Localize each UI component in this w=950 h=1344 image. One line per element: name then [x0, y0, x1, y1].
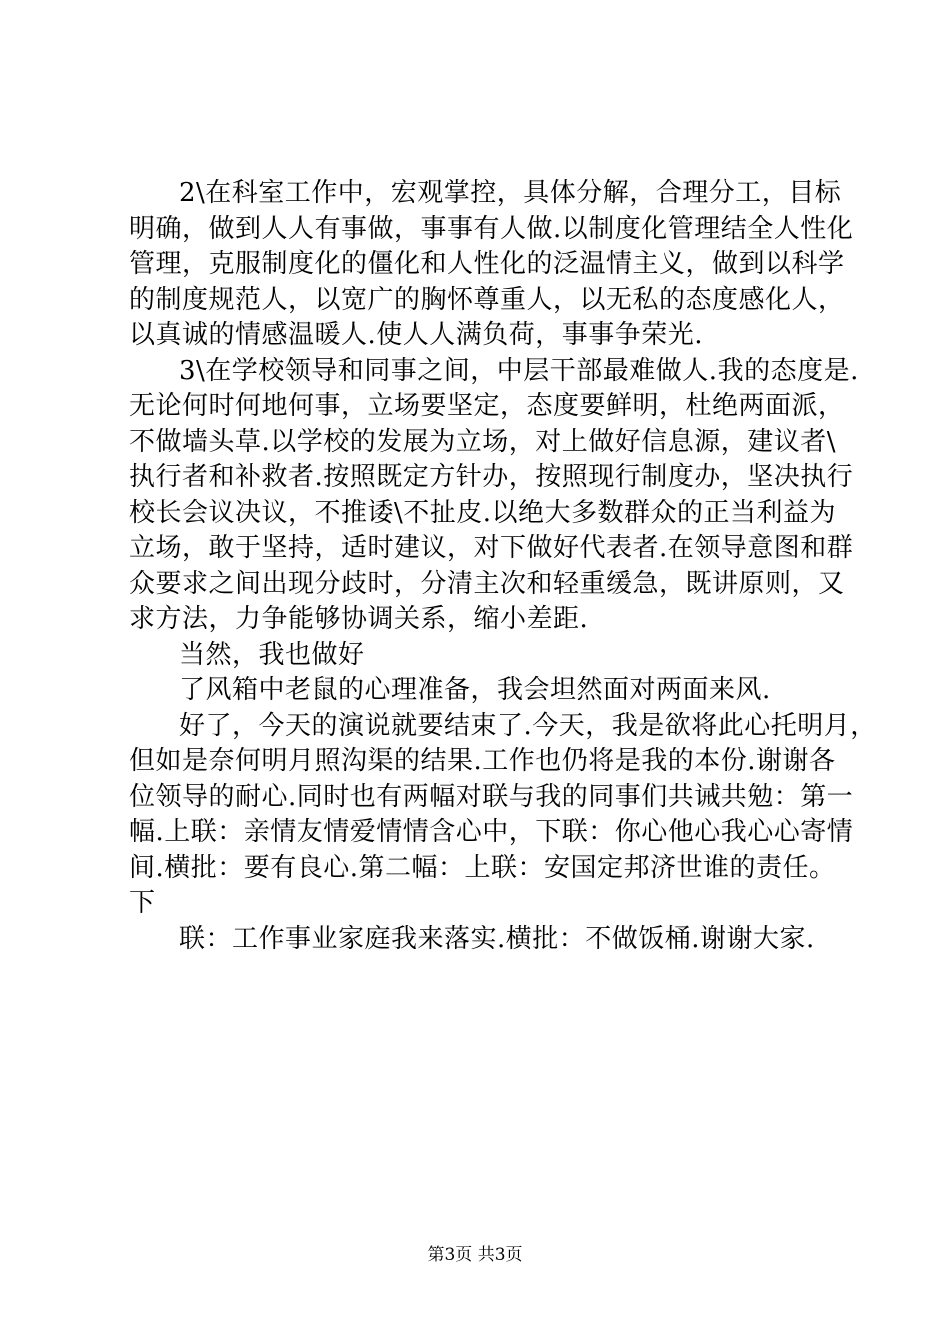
text-line: 以真诚的情感温暖人.使人人满负荷，事事争荣光. [129, 320, 704, 350]
text-line: 立场，敢于坚持，适时建议，对下做好代表者.在领导意图和群 [129, 533, 854, 563]
text-line: 了风箱中老鼠的心理准备，我会坦然面对两面来风. [179, 675, 771, 705]
text-line: 执行者和补救者.按照既定方针办，按照现行制度办，坚决执行 [129, 462, 854, 492]
text-line: 管理，克服制度化的僵化和人性化的泛温情主义，做到以科学 [129, 249, 845, 279]
text-line: 好了，今天的演说就要结束了.今天，我是欲将此心托明月， [179, 710, 877, 741]
text-line: 2\在科室工作中，宏观掌控，具体分解，合理分工，目标 [179, 178, 842, 208]
text-line: 联：工作事业家庭我来落实.横批：不做饭桶.谢谢大家. [179, 923, 815, 954]
text-line: 但如是奈何明月照沟渠的结果.工作也仍将是我的本份.谢谢各 [129, 746, 836, 776]
text-line: 当然，我也做好 [179, 639, 365, 670]
text-line: 下 [129, 888, 156, 918]
text-line: 3\在学校领导和同事之间，中层干部最难做人.我的态度是. [179, 355, 859, 386]
text-line: 不做墙头草.以学校的发展为立场，对上做好信息源，建议者\ [129, 426, 837, 457]
text-line: 无论何时何地何事，立场要坚定，态度要鲜明，杜绝两面派， [129, 391, 845, 421]
text-line: 明确，做到人人有事做，事事有人做.以制度化管理结全人性化 [129, 213, 854, 244]
text-line: 的制度规范人，以宽广的胸怀尊重人，以无私的态度感化人， [129, 284, 845, 315]
text-line: 求方法，力争能够协调关系，缩小差距. [129, 604, 589, 634]
text-line: 众要求之间出现分歧时，分清主次和轻重缓急，既讲原则，又 [129, 568, 845, 599]
text-line: 位领导的耐心.同时也有两幅对联与我的同事们共诫共勉：第一 [129, 781, 854, 812]
document-body [129, 176, 877, 957]
text-line: 间.横批：要有良心.第二幅：上联：安国定邦济世谁的责任。 [129, 852, 836, 883]
page-number-footer: 第3页 共3页 [427, 1245, 523, 1265]
text-line: 校长会议决议，不推诿\不扯皮.以绝大多数群众的正当利益为 [129, 497, 837, 528]
text-line: 幅.上联：亲情友情爱情情含心中，下联：你心他心我心心寄情 [129, 817, 854, 847]
